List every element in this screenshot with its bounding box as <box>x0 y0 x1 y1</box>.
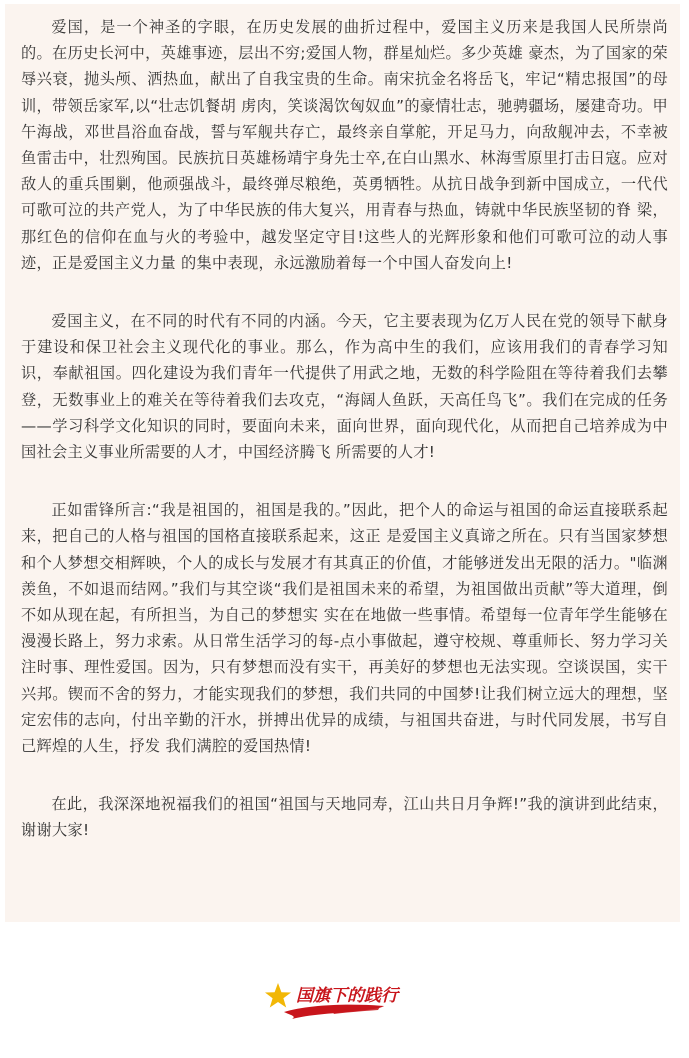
article-paragraph-1: 爱国，是一个神圣的字眼，在历史发展的曲折过程中，爱国主义历来是我国人民所崇尚的。在历史长河中，英雄事迹，层出不穷;爱国人物，群星灿烂。多少英雄 豪杰，为了国家的荣辱兴衰，抛头颅、洒热血，献出了自我宝贵的生命。南宋抗金名将岳飞，牢记“精忠报国”的母训，带领岳家军,以“壮志饥餐胡 虏肉，笑谈渴饮匈奴血”的豪情壮志，驰骋疆场，屡建奇功。甲午海战，邓世昌浴血奋战，誓与军舰共存亡，最终亲自掌舵，开足马力，向敌舰冲去，不幸被鱼雷击中，壮烈殉国。民族抗日英雄杨靖宇身先士卒,在白山黑水、林海雪原里打击日寇。应对敌人的重兵围剿，他顽强战斗，最终弹尽粮绝，英勇牺牲。从抗日战争到新中国成立，一代代可歌可泣的共产党人，为了中华民族的伟大复兴，用青春与热血，铸就中华民族坚韧的脊 梁，那红色的信仰在血与火的考验中，越发坚定守目!这些人的光辉形象和他们可歌可泣的动人事迹，正是爱国主义力量 的集中表现，永远激励着每一个中国人奋发向上! <box>21 18 668 272</box>
star-icon <box>265 983 291 1008</box>
article-paragraph-2: 爱国主义，在不同的时代有不同的内涵。今天，它主要表现为亿万人民在党的领导下献身于建设和保卫社会主义现代化的事业。那么，作为高中生的我们，应该用我们的青春学习知识，奉献祖国。四化建设为我们青年一代提供了用武之地，无数的科学险阻在等待着我们去攀登，无数事业上的难关在等待着我们去攻克，“海阔人鱼跃，天高任鸟飞”。我们在完成的任务——学习科学文化知识的同时，要面向未来，面向世界，面向现代化，从而把自己培养成为中国社会主义事业所需要的人才，中国经济腾飞 所需要的人才! <box>21 312 668 462</box>
article-paragraph-4: 在此，我深深地祝福我们的祖国“祖国与天地同寿，江山共日月争辉!”我的演讲到此结束，谢谢大家! <box>21 795 668 840</box>
article-card <box>5 4 680 922</box>
article-paragraph-3: 正如雷锋所言:“我是祖国的，祖国是我的。”因此，把个人的命运与祖国的命运直接联系起来，把自己的人格与祖国的国格直接联系起来，这正 是爱国主义真谛之所在。只有当国家梦想和个人梦想交相辉映，个人的成长与发展才有其真正的价值，才能够迸发出无限的活力。"临渊羡鱼，不如退而结网。”我们与其空谈“我们是祖国未来的希望，为祖国做出贡献”等大道理，倒不如从现在起，有所担当，为自己的梦想实 实在在地做一些事情。希望每一位青年学生能够在漫漫长路上，努力求索。从日常生活学习的每-点小事做起，遵守校规、尊重师长、努力学习关注时事、理性爱国。因为，只有梦想而没有实干，再美好的梦想也无法实现。空谈误国，实干兴邦。锲而不舍的努力，才能实现我们的梦想，我们共同的中国梦!让我们树立远大的理想，坚定宏伟的志向，付出辛勤的汗水，拼搏出优异的成绩，与祖国共奋进，与时代同发展，书写自己辉煌的人生，抒发 我们满腔的爱国热情! <box>21 501 668 756</box>
footer-logo-graphic <box>262 978 422 1024</box>
footer-logo-text: 国旗下的践行 <box>296 986 398 1006</box>
footer-logo <box>262 978 422 1024</box>
